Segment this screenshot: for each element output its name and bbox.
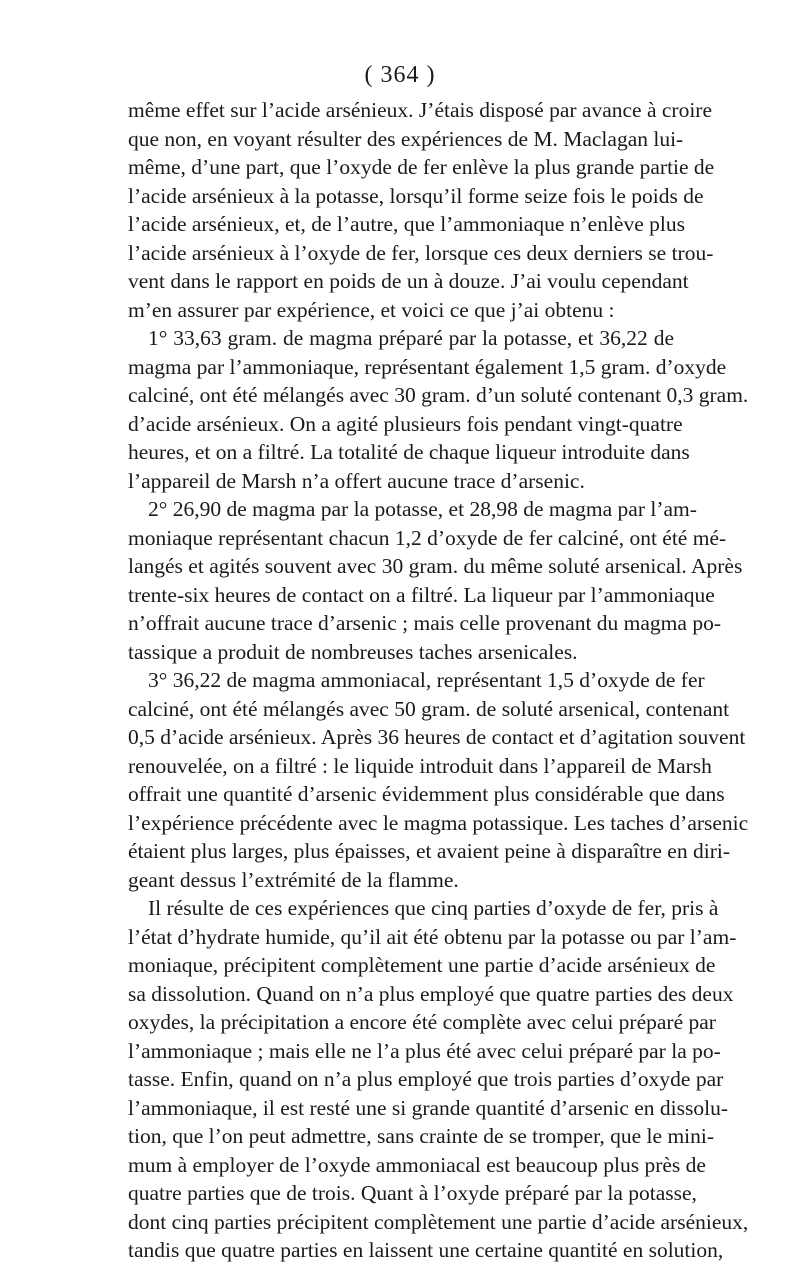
text-line: d’acide arsénieux. On a agité plusieurs fois pendant vingt-quatre (128, 411, 683, 436)
text-line: sa dissolution. Quand on n’a plus employé que quatre parties des deux (128, 981, 734, 1006)
text-line: 1° 33,63 gram. de magma préparé par la potasse, et 36,22 de (148, 326, 674, 350)
text-line: mum à employer de l’oxyde ammoniacal est beaucoup plus près de (128, 1152, 706, 1177)
text-line: que non, en voyant résulter des expériences de M. Maclagan lui- (128, 126, 684, 151)
text-line: 0,5 d’acide arsénieux. Après 36 heures de contact et d’agitation souvent (128, 725, 746, 749)
text-line: tandis que quatre parties en laissent une certaine quantité en solution, (128, 1238, 724, 1262)
body-text (128, 96, 749, 1265)
text-line: Il résulte de ces expériences que cinq parties d’oxyde de fer, pris à (148, 896, 719, 920)
text-line: 2° 26,90 de magma par la potasse, et 28,98 de magma par l’am- (148, 497, 697, 521)
text-line: dont cinq parties précipitent complètement une partie d’acide arsénieux, (128, 1209, 749, 1234)
text-line: tassique a produit de nombreuses taches arsenicales. (128, 639, 578, 664)
text-line: moniaque représentant chacun 1,2 d’oxyde de fer calciné, ont été mé- (128, 525, 727, 550)
text-line: étaient plus larges, plus épaisses, et avaient peine à disparaître en diri- (128, 839, 730, 863)
text-line: l’ammoniaque, il est resté une si grande quantité d’arsenic en dissolu- (128, 1095, 729, 1120)
text-line: trente-six heures de contact on a filtré. La liqueur par l’ammoniaque (128, 582, 715, 607)
text-line: même effet sur l’acide arsénieux. J’étais disposé par avance à croire (128, 98, 713, 122)
text-line: m’en assurer par expérience, et voici ce que j’ai obtenu : (128, 297, 615, 322)
text-line: n’offrait aucune trace d’arsenic ; mais celle provenant du magma po- (128, 611, 721, 635)
text-line: l’acide arsénieux à la potasse, lorsqu’il forme seize fois le poids de (128, 183, 704, 208)
text-line: offrait une quantité d’arsenic évidemment plus considérable que dans (128, 782, 725, 806)
text-line: magma par l’ammoniaque, représentant également 1,5 gram. d’oxyde (128, 354, 727, 379)
text-line: calciné, ont été mélangés avec 30 gram. d’un soluté contenant 0,3 gram. (128, 383, 749, 407)
text-line: heures, et on a filtré. La totalité de chaque liqueur introduite dans (128, 440, 690, 464)
page-number: ( 364 ) (364, 62, 436, 88)
text-line: quatre parties que de trois. Quant à l’oxyde préparé par la potasse, (128, 1181, 697, 1205)
text-line: l’ammoniaque ; mais elle ne l’a plus été avec celui préparé par la po- (128, 1038, 721, 1063)
text-line: oxydes, la précipitation a encore été complète avec celui préparé par (128, 1010, 716, 1034)
text-line: geant dessus l’extrémité de la flamme. (128, 867, 459, 892)
text-line: calciné, ont été mélangés avec 50 gram. de soluté arsenical, contenant (128, 696, 730, 721)
text-line: l’appareil de Marsh n’a offert aucune trace d’arsenic. (128, 468, 585, 493)
text-line: l’acide arsénieux à l’oxyde de fer, lorsque ces deux derniers se trou- (128, 240, 714, 265)
text-line: l’état d’hydrate humide, qu’il ait été obtenu par la potasse ou par l’am- (128, 924, 737, 949)
text-line: l’expérience précédente avec le magma potassique. Les taches d’arsenic (128, 810, 749, 835)
text-line: tasse. Enfin, quand on n’a plus employé que trois parties d’oxyde par (128, 1067, 724, 1091)
text-line: tion, que l’on peut admettre, sans crainte de se tromper, que le mini- (128, 1124, 715, 1148)
text-line: l’acide arsénieux, et, de l’autre, que l’ammoniaque n’enlève plus (128, 212, 685, 236)
text-line: vent dans le rapport en poids de un à douze. J’ai voulu cependant (128, 269, 689, 293)
text-line: langés et agités souvent avec 30 gram. du même soluté arsenical. Après (128, 554, 743, 578)
text-line: 3° 36,22 de magma ammoniacal, représentant 1,5 d’oxyde de fer (148, 668, 705, 692)
text-line: renouvelée, on a filtré : le liquide introduit dans l’appareil de Marsh (128, 753, 712, 778)
text-line: moniaque, précipitent complètement une partie d’acide arsénieux de (128, 953, 716, 977)
text-line: même, d’une part, que l’oxyde de fer enlève la plus grande partie de (128, 155, 715, 179)
